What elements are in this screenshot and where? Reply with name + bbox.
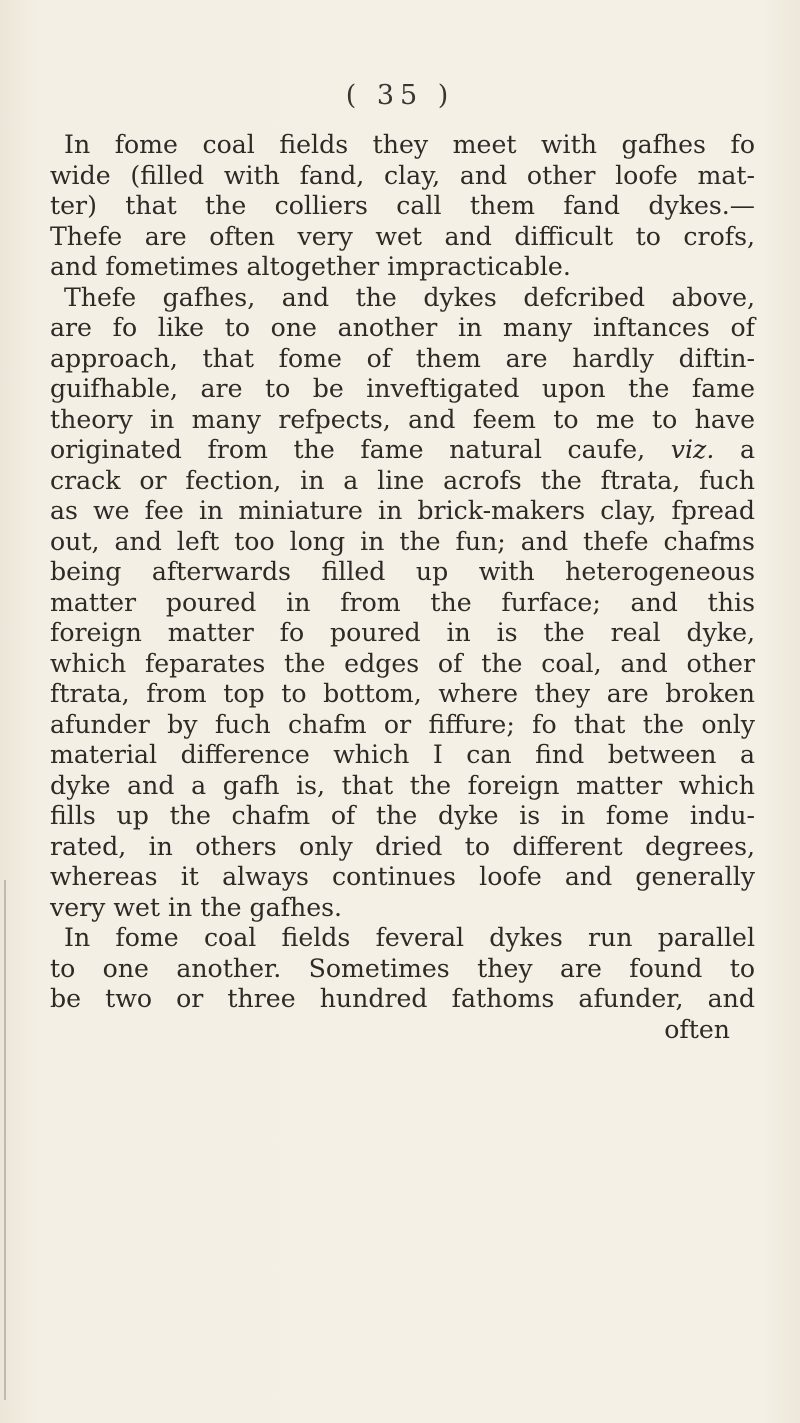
text-line: foreign matter fo poured in is the real dyke, (50, 618, 755, 647)
catchword: often (664, 1014, 730, 1044)
text-line: ter) that the colliers call them fand dykes.— (50, 191, 755, 220)
text-line: approach, that fome of them are hardly diftin- (50, 343, 755, 373)
text-line: Thefe gafhes, and the dykes defcribed above, (64, 282, 755, 312)
text-line: wide (filled with fand, clay, and other loofe mat- (50, 160, 755, 190)
text-line: In fome coal fields feveral dykes run parallel (64, 923, 755, 952)
page-number: ( 35 ) (345, 80, 455, 111)
text-line: In fome coal fields they meet with gafhes fo (64, 130, 755, 159)
text-line: rated, in others only dried to different degrees, (50, 831, 755, 861)
text-line: being afterwards filled up with heterogeneous (50, 557, 755, 586)
text-line: fills up the chafm of the dyke is in fome indu- (50, 801, 755, 830)
text-line: out, and left too long in the fun; and thefe chafms (50, 526, 755, 556)
text-line: theory in many refpects, and feem to me to have (50, 404, 755, 434)
text-line: and fometimes altogether impracticable. (50, 252, 571, 281)
text-line: ftrata, from top to bottom, where they are broken (50, 679, 755, 708)
text-line: whereas it always continues loofe and generally (50, 862, 755, 891)
text-line: guifhable, are to be inveftigated upon the fame (50, 374, 755, 403)
text-line: very wet in the gafhes. (50, 892, 343, 922)
text-line: afunder by fuch chafm or fiffure; fo that the only (50, 709, 755, 739)
text-line: matter poured in from the furface; and this (50, 587, 755, 617)
text-line: originated from the fame natural caufe, viz. a (50, 435, 755, 464)
text-line: are fo like to one another in many inftances of (50, 313, 755, 342)
text-line: to one another. Sometimes they are found to (50, 953, 755, 983)
text-line: dyke and a gafh is, that the foreign matter which (50, 770, 755, 800)
text-line: which feparates the edges of the coal, and other (50, 648, 755, 678)
page-edge-shadow (4, 880, 6, 1400)
text-line: Thefe are often very wet and difficult to crofs, (50, 221, 755, 251)
text-line: as we fee in miniature in brick-makers clay, fpread (50, 496, 755, 525)
text-line: crack or fection, in a line acrofs the ftrata, fuch (50, 465, 755, 495)
body-text (50, 130, 755, 1045)
text-line: be two or three hundred fathoms afunder, and (50, 984, 755, 1013)
text-line: material difference which I can find between a (50, 740, 755, 769)
